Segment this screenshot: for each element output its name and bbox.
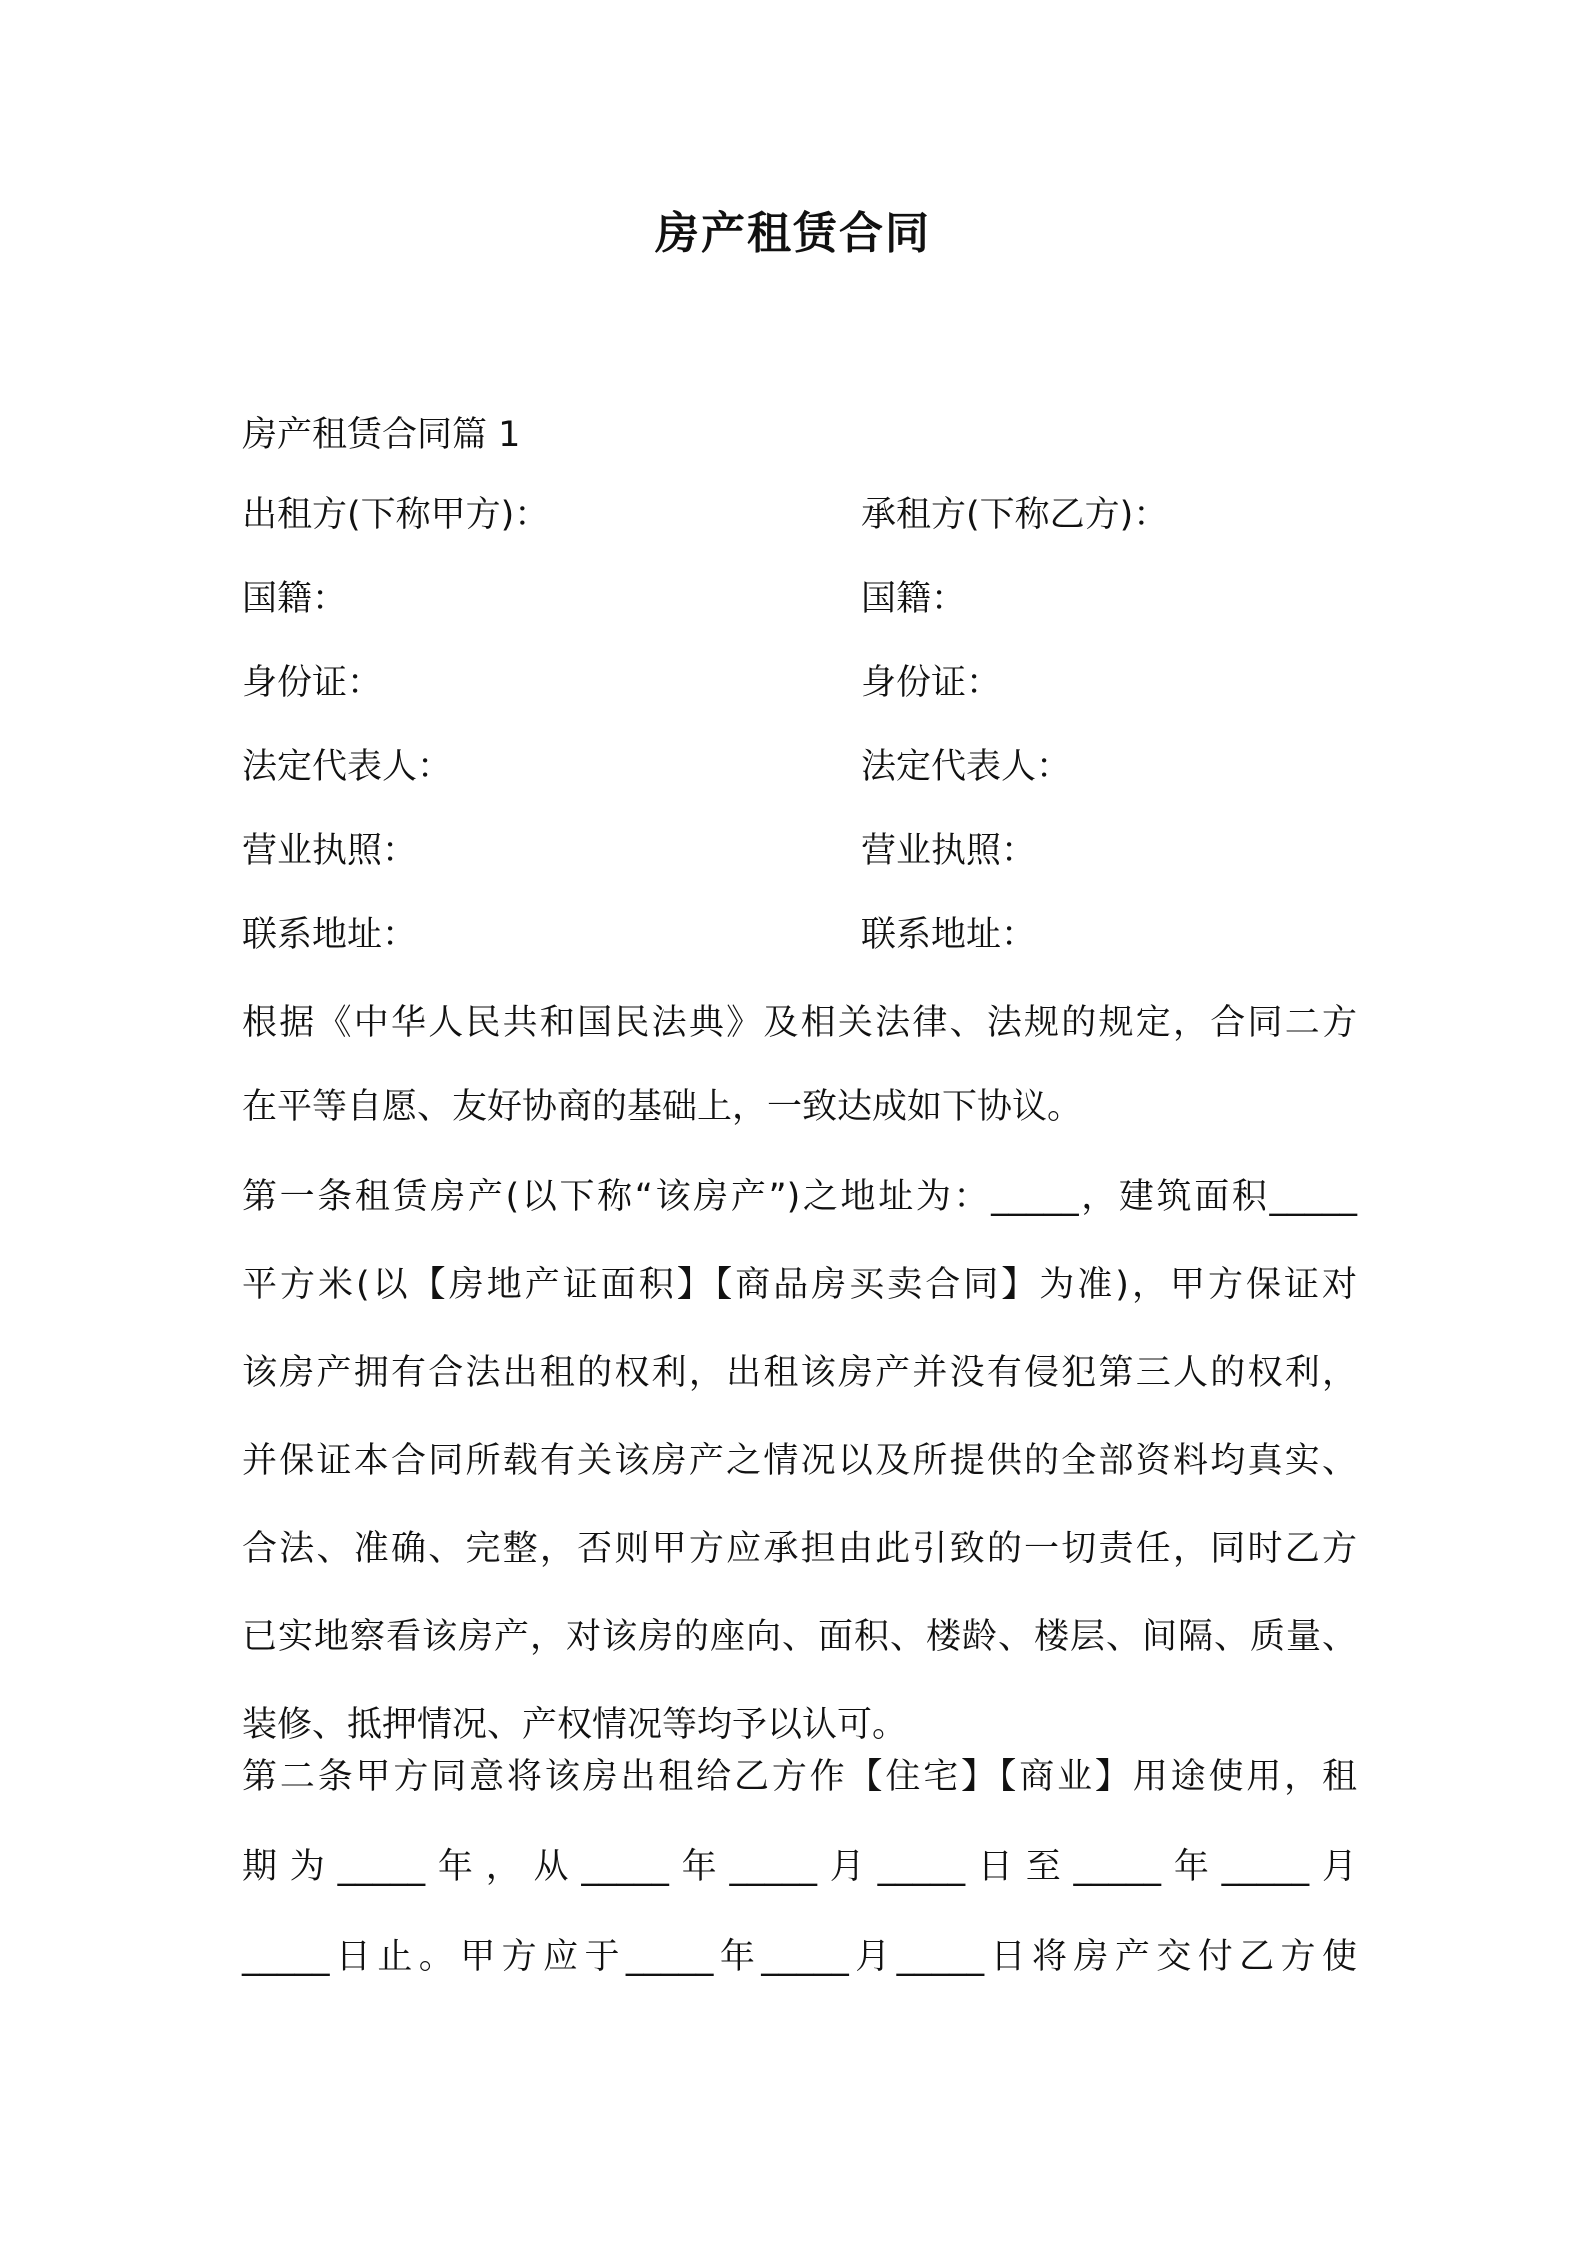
lessor-field-label: 出租方(下称甲方)： — [242, 495, 550, 535]
paragraph-line: 在平等自愿、友好协商的基础上，一致达成如下协议。 — [242, 1087, 1083, 1127]
paragraph-line: 平方米(以【房地产证面积】【商品房买卖合同】为准)，甲方保证对 — [242, 1265, 1357, 1305]
lessee-field-label: 营业执照： — [861, 831, 1037, 871]
paragraph-line: 第一条租赁房产(以下称“该房产”)之地址为：_____，建筑面积_____ — [242, 1177, 1357, 1217]
lessee-field-label: 法定代表人： — [861, 747, 1072, 787]
paragraph-line: _____日止。甲方应于_____年_____月_____日将房产交付乙方使 — [242, 1937, 1357, 1977]
lessor-field-label: 身份证： — [242, 663, 383, 703]
party-row — [242, 579, 1362, 666]
lessor-field-label: 法定代表人： — [242, 747, 453, 787]
paragraph-line: 根据《中华人民共和国民法典》及相关法律、法规的规定，合同二方 — [242, 1003, 1357, 1043]
lessor-field-label: 营业执照： — [242, 831, 418, 871]
lessor-field-label: 国籍： — [242, 579, 348, 619]
party-row — [242, 915, 1362, 1002]
party-row — [242, 663, 1362, 750]
section-heading: 房产租赁合同篇 1 — [242, 415, 521, 455]
paragraph-line: 已实地察看该房产，对该房的座向、面积、楼龄、楼层、间隔、质量、 — [242, 1617, 1357, 1657]
party-row — [242, 495, 1362, 582]
party-row — [242, 747, 1362, 834]
lessee-field-label: 身份证： — [861, 663, 1002, 703]
party-row — [242, 831, 1362, 918]
lessee-field-label: 联系地址： — [861, 915, 1037, 955]
paragraph-line: 该房产拥有合法出租的权利，出租该房产并没有侵犯第三人的权利， — [242, 1353, 1357, 1393]
preamble-paragraph — [242, 1003, 1357, 1174]
paragraph-line: 并保证本合同所载有关该房产之情况以及所提供的全部资料均真实、 — [242, 1441, 1357, 1481]
paragraph-line: 装修、抵押情况、产权情况等均予以认可。 — [242, 1705, 908, 1745]
lessee-field-label: 承租方(下称乙方)： — [861, 495, 1169, 535]
lessee-field-label: 国籍： — [861, 579, 967, 619]
paragraph-line: 期为_____年，从_____年_____月_____日至_____年_____月 — [242, 1847, 1357, 1887]
paragraph-line: 第二条甲方同意将该房出租给乙方作【住宅】【商业】用途使用，租 — [242, 1757, 1357, 1797]
article-2-paragraph — [242, 1757, 1357, 2030]
document-title: 房产租赁合同 — [655, 208, 931, 259]
lessor-field-label: 联系地址： — [242, 915, 418, 955]
party-info-table — [242, 495, 1362, 1002]
article-1-paragraph — [242, 1177, 1357, 1796]
paragraph-line: 合法、准确、完整，否则甲方应承担由此引致的一切责任，同时乙方 — [242, 1529, 1357, 1569]
